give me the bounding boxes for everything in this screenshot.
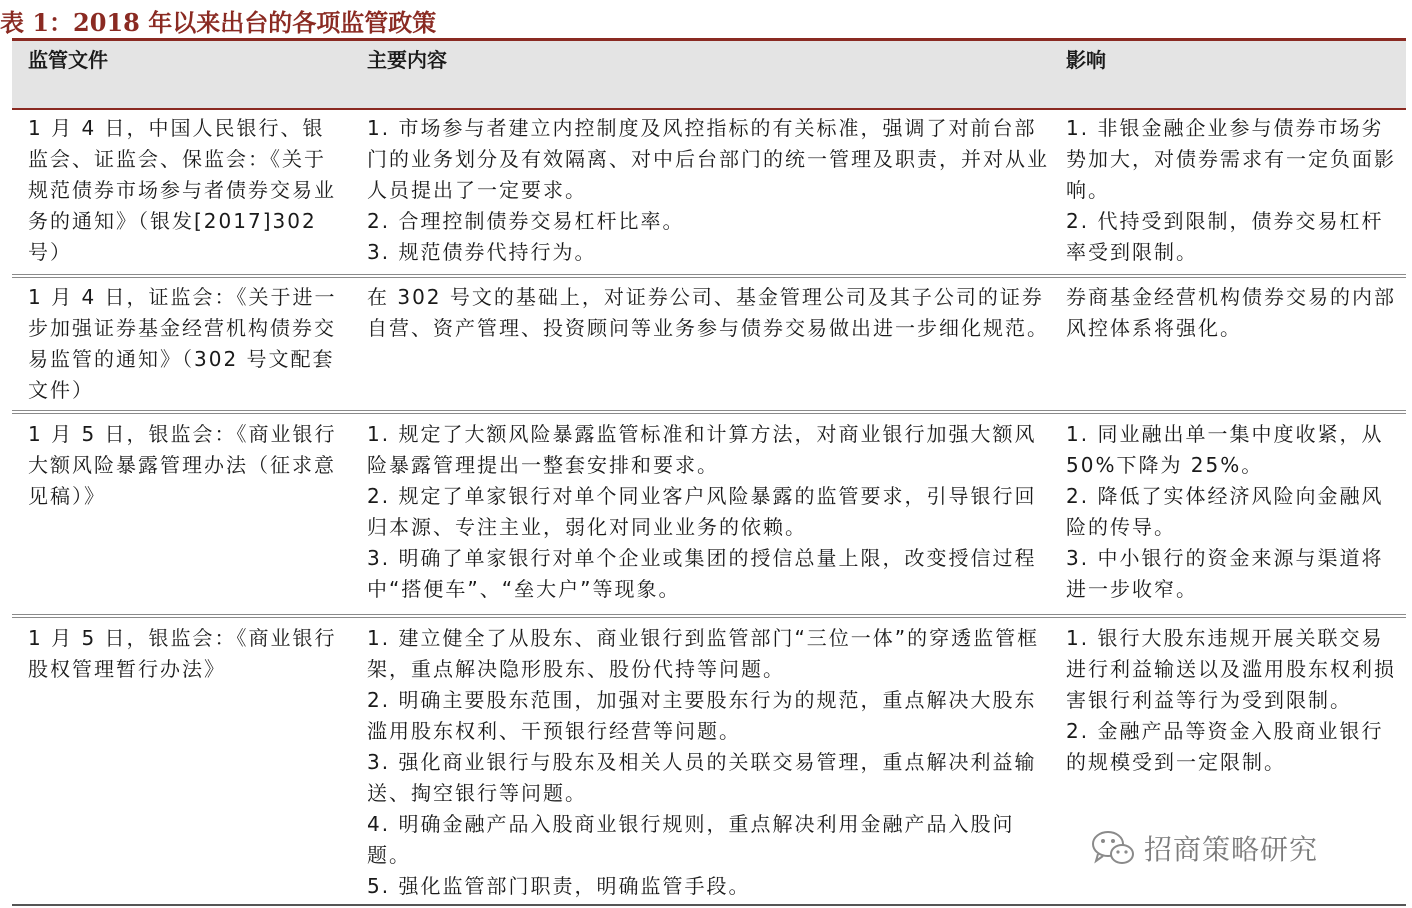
- row-file-cell: 1 月 5 日，银监会：《商业银行股权管理暂行办法》: [28, 626, 337, 681]
- content-item: 4. 明确金融产品入股商业银行规则，重点解决利用金融产品入股问题。: [367, 812, 1015, 867]
- impact-item: 1. 银行大股东违规开展关联交易进行利益输送以及滥用股东权利损害银行利益等行为受到限制。: [1066, 626, 1396, 712]
- impact-item: 券商基金经营机构债券交易的内部风控体系将强化。: [1066, 285, 1396, 340]
- row-content-cell: [367, 113, 1049, 268]
- content-item: 5. 强化监管部门职责，明确监管手段。: [367, 874, 751, 898]
- content-item: 2. 规定了单家银行对单个同业客户风险暴露的监管要求，引导银行回归本源、专注主业，弱化对同业业务的依赖。: [367, 484, 1037, 539]
- row-impact-cell: [1066, 282, 1396, 344]
- row-file-cell: 1 月 5 日，银监会：《商业银行大额风险暴露管理办法（征求意见稿）》: [28, 422, 337, 508]
- impact-item: 2. 代持受到限制，债券交易杠杆率受到限制。: [1066, 209, 1384, 264]
- row-impact-cell: [1066, 623, 1396, 778]
- content-item: 3. 强化商业银行与股东及相关人员的关联交易管理，重点解决利益输送、掏空银行等问题。: [367, 750, 1037, 805]
- row-separator: [12, 274, 1406, 278]
- header-rule: [12, 108, 1406, 110]
- content-item: 1. 规定了大额风险暴露监管标准和计算方法，对商业银行加强大额风险暴露管理提出一整套安排和要求。: [367, 422, 1037, 477]
- row-file-cell: 1 月 4 日，证监会：《关于进一步加强证券基金经营机构债券交易监管的通知》（302 号文配套文件）: [28, 285, 337, 402]
- table-header: [12, 41, 1406, 110]
- wechat-icon: [1090, 828, 1136, 868]
- watermark-text: 招商策略研究: [1144, 833, 1319, 866]
- watermark: [1090, 826, 1318, 870]
- impact-item: 1. 非银金融企业参与债券市场劣势加大，对债券需求有一定负面影响。: [1066, 116, 1396, 202]
- content-item: 1. 市场参与者建立内控制度及风控指标的有关标准，强调了对前台部门的业务划分及有效隔离、对中后台部门的统一管理及职责，并对从业人员提出了一定要求。: [367, 116, 1049, 202]
- content-item: 3. 规范债券代持行为。: [367, 240, 597, 264]
- impact-item: 1. 同业融出单一集中度收紧，从 50%下降为 25%。: [1066, 422, 1384, 477]
- content-item: 3. 明确了单家银行对单个企业或集团的授信总量上限，改变授信过程中“搭便车”、“垒大户”等现象。: [367, 546, 1037, 601]
- impact-item: 2. 金融产品等资金入股商业银行的规模受到一定限制。: [1066, 719, 1384, 774]
- row-impact-cell: [1066, 419, 1396, 605]
- row-impact-cell: [1066, 113, 1396, 268]
- row-content-cell: [367, 419, 1049, 605]
- content-item: 1. 建立健全了从股东、商业银行到监管部门“三位一体”的穿透监管框架，重点解决隐形股东、股份代持等问题。: [367, 626, 1040, 681]
- row-content-cell: [367, 623, 1049, 902]
- impact-item: 2. 降低了实体经济风险向金融风险的传导。: [1066, 484, 1384, 539]
- row-separator: [12, 614, 1406, 618]
- content-item: 2. 明确主要股东范围，加强对主要股东行为的规范，重点解决大股东滥用股东权利、干预银行经营等问题。: [367, 688, 1037, 743]
- content-item: 2. 合理控制债券交易杠杆比率。: [367, 209, 685, 233]
- bottom-rule: [12, 904, 1406, 906]
- column-header-impact: 影响: [1066, 48, 1106, 72]
- row-content-cell: [367, 282, 1049, 344]
- table-title: 表 1：2018 年以来出台的各项监管政策: [0, 8, 437, 37]
- impact-item: 3. 中小银行的资金来源与渠道将进一步收窄。: [1066, 546, 1384, 601]
- content-item: 在 302 号文的基础上，对证券公司、基金管理公司及其子公司的证券自营、资产管理、投资顾问等业务参与债券交易做出进一步细化规范。: [367, 285, 1049, 340]
- row-separator: [12, 410, 1406, 414]
- column-header-file: 监管文件: [28, 48, 108, 72]
- row-file-cell: 1 月 4 日，中国人民银行、银监会、证监会、保监会：《关于规范债券市场参与者债券交易业务的通知》（银发[2017]302 号）: [28, 116, 336, 264]
- column-header-content: 主要内容: [367, 48, 447, 72]
